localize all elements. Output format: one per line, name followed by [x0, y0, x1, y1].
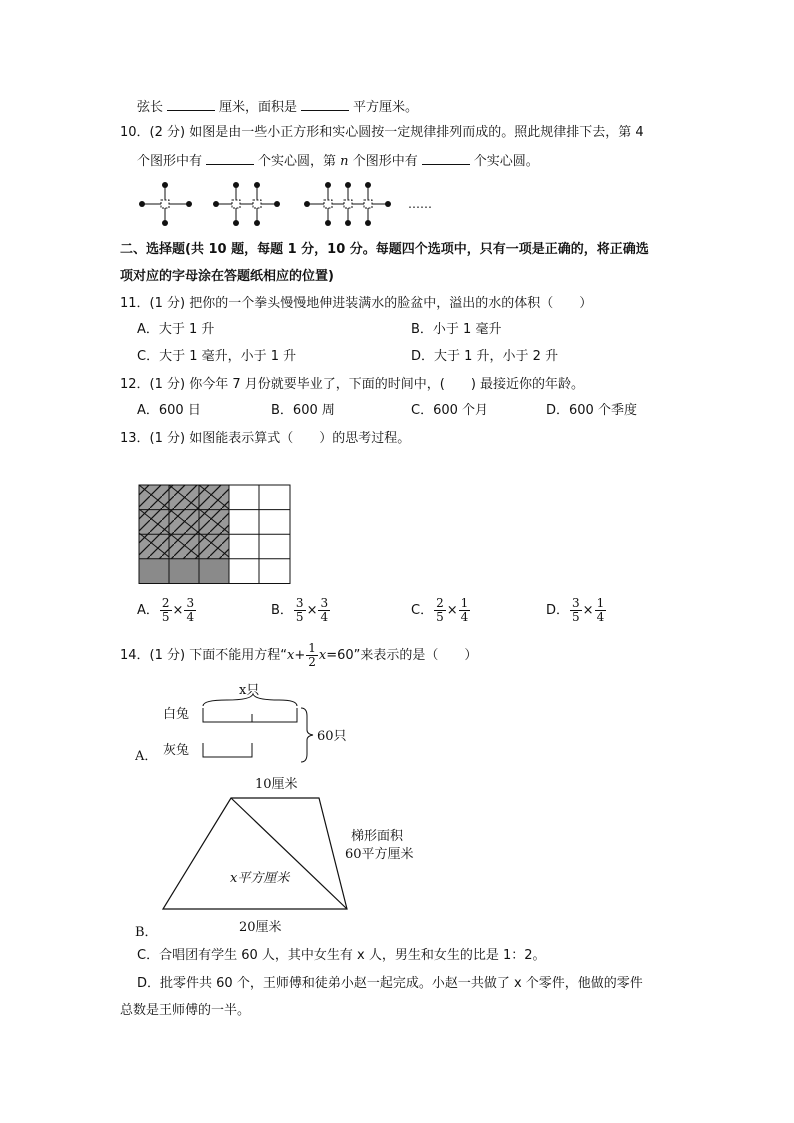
q11-stem: 11．(1 分) 把你的一个拳头慢慢地伸进装满水的脸盆中，溢出的水的体积（ ）: [120, 296, 593, 311]
q10-text-d: 个实心圆。: [473, 154, 539, 169]
q14-b-top: 10厘米: [255, 777, 298, 792]
q11-option-d[interactable]: D．大于 1 升，小于 2 升: [411, 349, 559, 364]
q10-text-b: 个实心圆，第: [258, 154, 337, 169]
q14-b-area1: 梯形面积: [351, 829, 404, 844]
q13-c-label: C．: [411, 603, 434, 618]
q12-stem: 12．(1 分) 你今年 7 月份就要毕业了，下面的时间中，( ) 最接近你的年龄。: [120, 377, 585, 392]
q13-b-times: ×: [306, 603, 318, 618]
q13-d-frac2: $\frac{1}{4}$: [596, 596, 605, 624]
q11-option-a[interactable]: A．大于 1 升: [137, 322, 215, 337]
q14-a-gray: 灰兔: [163, 743, 190, 758]
q12-option-b[interactable]: B．600 周: [271, 403, 335, 418]
q14-option-c[interactable]: C．合唱团有学生 60 人，其中女生有 x 人，男生和女生的比是 1：2。: [137, 948, 546, 963]
q14-stem: [120, 642, 477, 669]
q10-ellipsis: ……: [408, 197, 432, 211]
q14-a-white: 白兔: [163, 707, 190, 722]
q11-option-b[interactable]: B．小于 1 毫升: [411, 322, 502, 337]
q14-b-area2: 60平方厘米: [345, 847, 414, 862]
q10-n: n: [340, 154, 349, 169]
q13-option-a[interactable]: [137, 597, 197, 624]
q13-b-frac2: $\frac{3}{4}$: [320, 596, 329, 624]
section2-line2: 项对应的字母涂在答题纸相应的位置): [120, 269, 334, 284]
q14-a-figure: [135, 678, 365, 768]
q9-blank-1[interactable]: [167, 96, 215, 111]
q13-d-frac1: $\frac{3}{5}$: [572, 596, 580, 624]
q9-tail: [137, 96, 418, 118]
q13-option-c[interactable]: [411, 597, 471, 624]
q13-b-label: B．: [271, 603, 293, 618]
q9-text-3: 平方厘米。: [353, 100, 419, 115]
q13-option-b[interactable]: [271, 597, 331, 624]
q14-option-d-line2: 总数是王师傅的一半。: [120, 1003, 251, 1018]
q14-a-label: A．: [135, 749, 158, 764]
q14-eq-plus: +: [294, 648, 306, 663]
q10-text-a: 个图形中有: [137, 154, 203, 169]
q14-eq-frac: $\frac{1}{2}$: [308, 641, 316, 669]
q10-line2: [137, 150, 539, 172]
q14-a-white-bar: [203, 708, 297, 722]
q13-c-frac1: $\frac{2}{5}$: [436, 596, 444, 624]
q13-grid-figure: [138, 484, 292, 585]
q13-c-frac2: $\frac{1}{4}$: [460, 596, 469, 624]
q13-option-d[interactable]: [546, 597, 607, 624]
q13-a-times: ×: [172, 603, 184, 618]
q13-d-times: ×: [582, 603, 594, 618]
q14-a-xzhi: x只: [239, 683, 260, 698]
q10-blank-1[interactable]: [206, 150, 254, 165]
q14-b-diagonal: [231, 798, 347, 909]
section2-line1: 二、选择题(共 10 题，每题 1 分，10 分。每题四个选项中，只有一项是正确的，将正确选: [120, 242, 649, 257]
q14-stem-a: 14．(1 分) 下面不能用方程“: [120, 648, 287, 663]
q14-b-figure: [135, 770, 435, 938]
q14-eq-x1: x: [286, 648, 295, 663]
q14-eq-x2: x: [318, 648, 327, 663]
q14-stem-rest: =60”来表示的是（ ）: [326, 648, 478, 663]
q9-text-1: 弦长: [137, 100, 164, 115]
q14-a-gray-bar: [203, 743, 252, 757]
q10-line1: 10．(2 分) 如图是由一些小正方形和实心圆按一定规律排列而成的。照此规律排下去，第 4: [120, 125, 644, 140]
q10-blank-2[interactable]: [422, 150, 470, 165]
q14-b-trapezoid: [163, 798, 347, 909]
q10-text-c: 个图形中有: [352, 154, 418, 169]
q14-b-bottom: 20厘米: [239, 920, 282, 935]
q12-option-a[interactable]: A．600 日: [137, 403, 201, 418]
q13-a-frac2: $\frac{3}{4}$: [186, 596, 195, 624]
q9-text-2: 厘米，面积是: [219, 100, 298, 115]
q14-b-label: B．: [135, 925, 158, 938]
q14-a-total: 60只: [317, 729, 347, 744]
q10-pattern-figure: [130, 176, 450, 232]
q13-d-label: D．: [546, 603, 570, 618]
q12-option-d[interactable]: D．600 个季度: [546, 403, 637, 418]
q13-stem: 13．(1 分) 如图能表示算式（ ）的思考过程。: [120, 431, 411, 446]
q13-b-frac1: $\frac{3}{5}$: [295, 596, 304, 624]
q13-a-label: A．: [137, 603, 159, 618]
q12-option-c[interactable]: C．600 个月: [411, 403, 489, 418]
q14-option-d-line1[interactable]: D．批零件共 60 个，王师傅和徒弟小赵一起完成。小赵一共做了 x 个零件，他做的零件: [137, 976, 643, 991]
q13-a-frac1: $\frac{2}{5}$: [161, 596, 170, 624]
q11-option-c[interactable]: C．大于 1 毫升，小于 1 升: [137, 349, 297, 364]
q9-blank-2[interactable]: [301, 96, 349, 111]
q13-c-times: ×: [446, 603, 458, 618]
q14-b-tri: x平方厘米: [230, 871, 290, 886]
q14-a-right-brace: [301, 708, 313, 762]
